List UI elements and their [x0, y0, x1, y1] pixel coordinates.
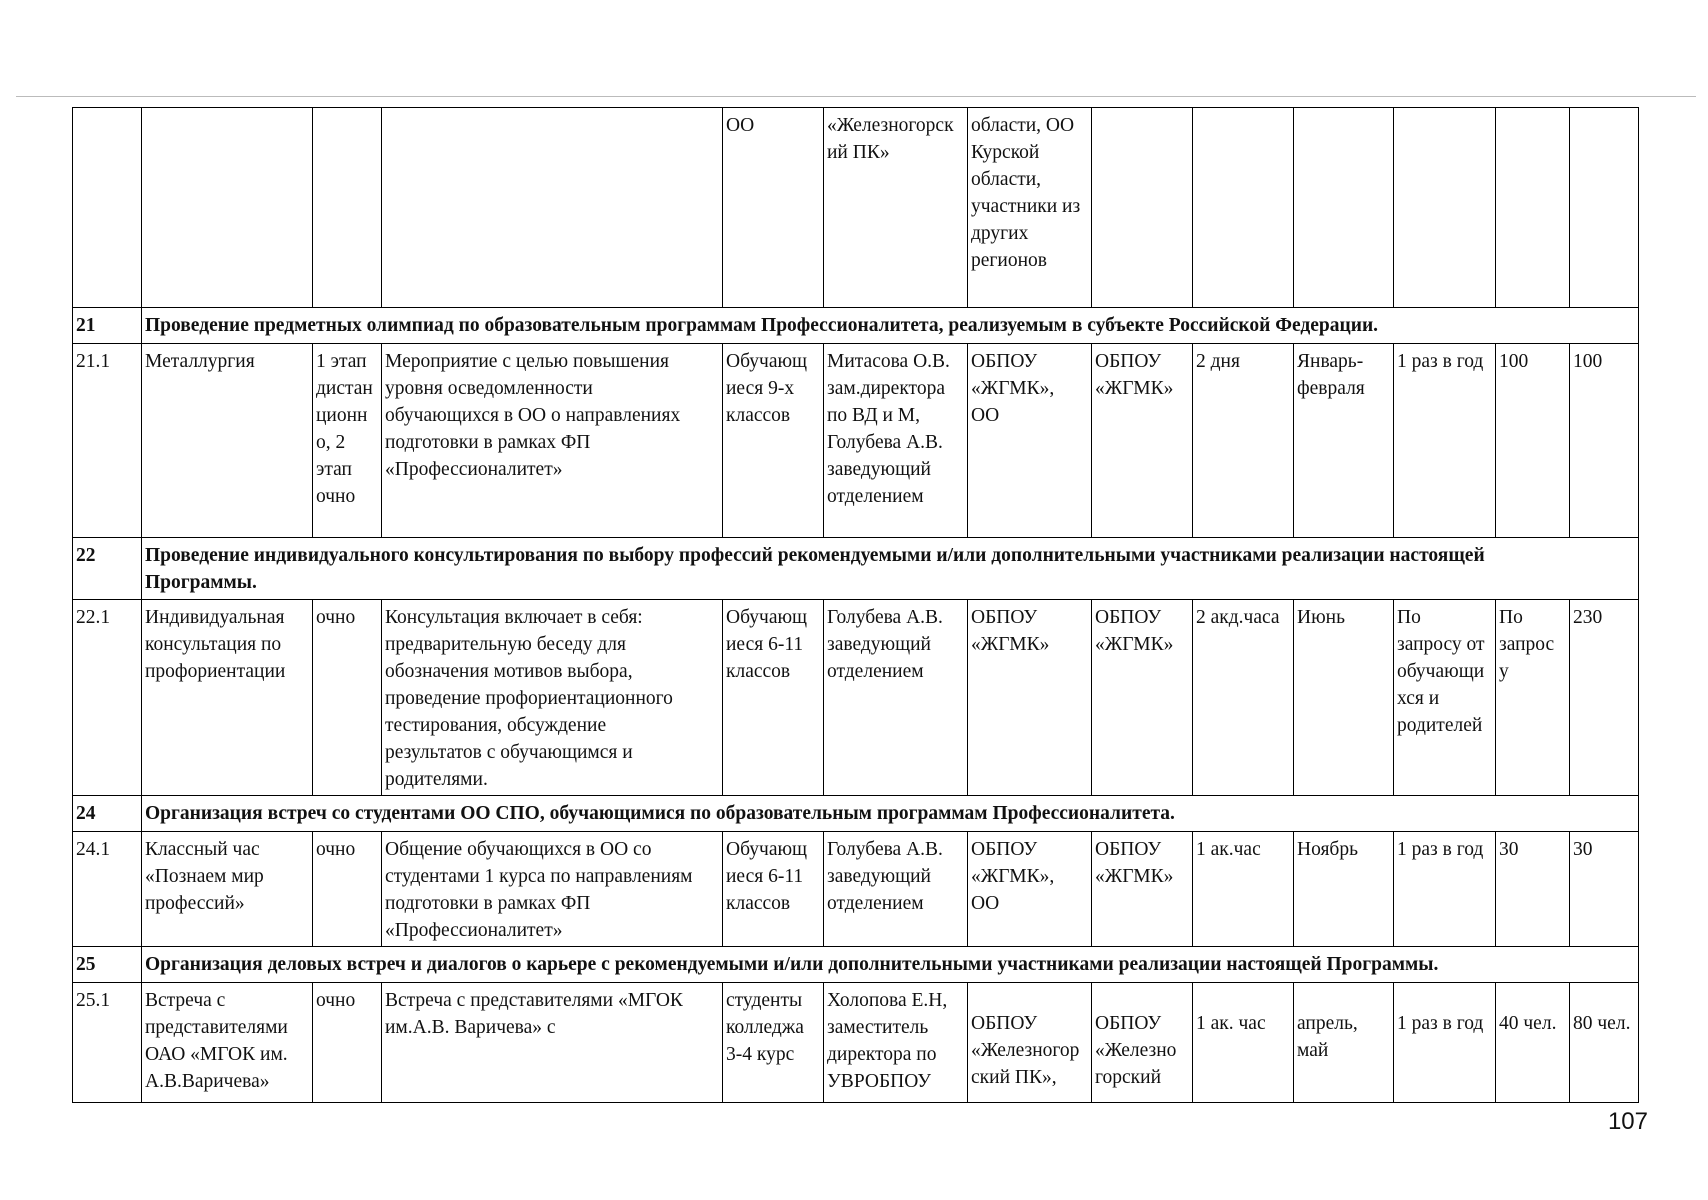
- scan-edge-line: [16, 96, 1696, 97]
- cell-responsible: Холопова Е.Н, заместитель директора по УВРОБПОУ: [824, 983, 968, 1103]
- cell-duration: 1 ак.час: [1193, 832, 1294, 947]
- cell-frequency: 1 раз в год: [1394, 983, 1496, 1103]
- cell-empty: [73, 108, 142, 308]
- section-title: Проведение предметных олимпиад по образовательным программам Профессионалитета, реализуемым в субъекте Российской Федерации.: [142, 308, 1639, 344]
- table-row-continuation: [73, 108, 1639, 308]
- cell-period: Ноябрь: [1294, 832, 1394, 947]
- events-table: [72, 107, 1639, 1103]
- cell-organizer: ОБПОУ «ЖГМК», ОО: [968, 832, 1092, 947]
- cell-number: 22.1: [73, 600, 142, 796]
- cell-period: Январь- февраля: [1294, 344, 1394, 538]
- section-number: 25: [73, 947, 142, 983]
- cell-responsible: Голубева А.В. заведующий отделением: [824, 600, 968, 796]
- cell-responsible: Митасова О.В. зам.директора по ВД и М, Голубева А.В. заведующий отделением: [824, 344, 968, 538]
- cell-venue: ОБПОУ «Железно горский: [1092, 983, 1193, 1103]
- cell-empty: [1294, 108, 1394, 308]
- table-row: [73, 344, 1639, 538]
- section-title: Организация деловых встреч и диалогов о карьере с рекомендуемыми и/или дополнительными участниками реализации настоящей Программы.: [142, 947, 1639, 983]
- cell-name: Классный час «Познаем мир профессий»: [142, 832, 313, 947]
- cell-organizer: ОБПОУ «ЖГМК», ОО: [968, 344, 1092, 538]
- cell-description: Консультация включает в себя: предварительную беседу для обозначения мотивов выбора, проведение профориентационного тестирования, обсуждение результатов с обучающимся и родителями.: [382, 600, 723, 796]
- section-header-row: [73, 538, 1639, 600]
- cell-audience: Обучающ иеся 6-11 классов: [723, 832, 824, 947]
- page-number: 107: [1607, 1108, 1648, 1135]
- cell-empty: [1092, 108, 1193, 308]
- cell-organizer: области, ОО Курской области, участники из других регионов: [968, 108, 1092, 308]
- cell-empty: [1394, 108, 1496, 308]
- cell-duration: 1 ак. час: [1193, 983, 1294, 1103]
- cell-audience: Обучающ иеся 9-х классов: [723, 344, 824, 538]
- cell-organizer: ОБПОУ «Железногор ский ПК»,: [968, 983, 1092, 1103]
- cell-venue: ОБПОУ «ЖГМК»: [1092, 600, 1193, 796]
- cell-empty: [142, 108, 313, 308]
- cell-form: 1 этап дистан ционн о, 2 этап очно: [313, 344, 382, 538]
- cell-count: 40 чел.: [1496, 983, 1570, 1103]
- table-row: [73, 832, 1639, 947]
- cell-venue: ОБПОУ «ЖГМК»: [1092, 832, 1193, 947]
- section-number: 21: [73, 308, 142, 344]
- cell-number: 24.1: [73, 832, 142, 947]
- cell-empty: [1193, 108, 1294, 308]
- cell-form: очно: [313, 600, 382, 796]
- cell-count-total: 30: [1570, 832, 1639, 947]
- cell-count-total: 100: [1570, 344, 1639, 538]
- cell-description: Встреча с представителями «МГОК им.А.В. Варичева» с: [382, 983, 723, 1103]
- section-number: 22: [73, 538, 142, 600]
- cell-frequency: По запросу от обучающи хся и родителей: [1394, 600, 1496, 796]
- section-header-row: [73, 796, 1639, 832]
- table-row: [73, 983, 1639, 1103]
- cell-empty: [313, 108, 382, 308]
- cell-responsible: Голубева А.В. заведующий отделением: [824, 832, 968, 947]
- cell-number: 21.1: [73, 344, 142, 538]
- section-title: Организация встреч со студентами ОО СПО, обучающимися по образовательным программам Профессионалитета.: [142, 796, 1639, 832]
- table-row: [73, 600, 1639, 796]
- cell-audience: Обучающ иеся 6-11 классов: [723, 600, 824, 796]
- cell-duration: 2 акд.часа: [1193, 600, 1294, 796]
- cell-organizer: ОБПОУ «ЖГМК»: [968, 600, 1092, 796]
- cell-count-total: 230: [1570, 600, 1639, 796]
- cell-form: очно: [313, 832, 382, 947]
- section-header-row: [73, 308, 1639, 344]
- cell-venue: ОБПОУ «ЖГМК»: [1092, 344, 1193, 538]
- cell-audience: ОО: [723, 108, 824, 308]
- section-number: 24: [73, 796, 142, 832]
- cell-description: Общение обучающихся в ОО со студентами 1 курса по направлениям подготовки в рамках ФП «Профессионалитет»: [382, 832, 723, 947]
- cell-frequency: 1 раз в год: [1394, 344, 1496, 538]
- cell-name: Металлургия: [142, 344, 313, 538]
- cell-duration: 2 дня: [1193, 344, 1294, 538]
- cell-responsible: «Железногорск ий ПК»: [824, 108, 968, 308]
- cell-empty: [1570, 108, 1639, 308]
- cell-period: Июнь: [1294, 600, 1394, 796]
- cell-description: Мероприятие с целью повышения уровня осведомленности обучающихся в ОО о направлениях подготовки в рамках ФП «Профессионалитет»: [382, 344, 723, 538]
- section-header-row: [73, 947, 1639, 983]
- cell-count: 30: [1496, 832, 1570, 947]
- cell-form: очно: [313, 983, 382, 1103]
- cell-audience: студенты колледжа 3-4 курс: [723, 983, 824, 1103]
- cell-period: апрель, май: [1294, 983, 1394, 1103]
- cell-number: 25.1: [73, 983, 142, 1103]
- section-title: Проведение индивидуального консультирования по выбору профессий рекомендуемыми и/или дополнительными участниками реализации настоящей Программы.: [142, 538, 1639, 600]
- cell-empty: [382, 108, 723, 308]
- cell-empty: [1496, 108, 1570, 308]
- cell-count: По запрос у: [1496, 600, 1570, 796]
- cell-name: Индивидуальная консультация по профориентации: [142, 600, 313, 796]
- cell-name: Встреча с представителями ОАО «МГОК им. А.В.Варичева»: [142, 983, 313, 1103]
- cell-count: 100: [1496, 344, 1570, 538]
- cell-count-total: 80 чел.: [1570, 983, 1639, 1103]
- cell-frequency: 1 раз в год: [1394, 832, 1496, 947]
